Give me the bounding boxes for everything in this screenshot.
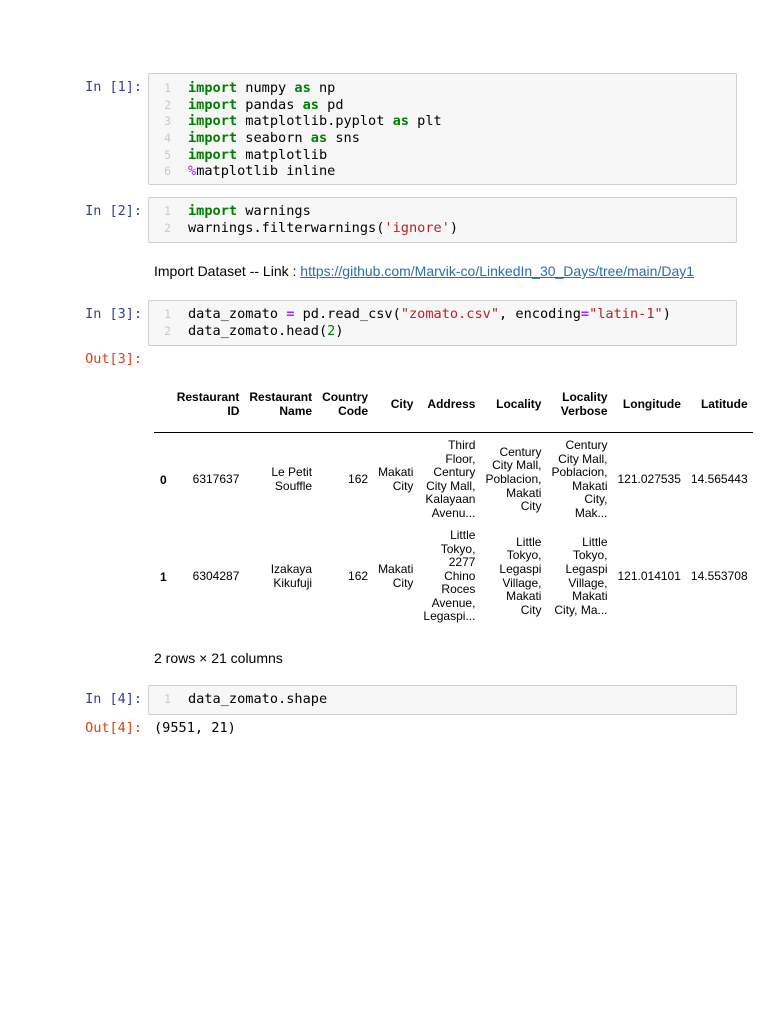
code-line: 6 %matplotlib inline	[164, 163, 336, 180]
column-header: City	[373, 376, 418, 433]
dataframe-table	[154, 376, 753, 627]
code-line: 2 import pandas as pd	[164, 96, 344, 113]
index-header	[154, 376, 172, 433]
code-line: 2 warnings.filterwarnings('ignore')	[164, 219, 459, 236]
column-header: Longitude	[613, 376, 686, 433]
table-cell: Izakaya Kikufuji	[270, 561, 313, 590]
code-line: 1 import numpy as np	[164, 80, 336, 96]
code-line: 2 data_zomato.head(2)	[164, 322, 344, 339]
code-line: 1 data_zomato = pd.read_csv("zomato.csv", encoding="latin-1")	[164, 306, 671, 322]
cell-3-prompt: In [3]:	[85, 306, 142, 322]
table-cell: 162	[348, 471, 369, 486]
dataframe-summary: 2 rows × 21 columns	[154, 650, 283, 666]
cell-1-prompt: In [1]:	[85, 79, 142, 95]
cell-3-out-prompt: Out[3]:	[85, 351, 142, 367]
table-cell: Le Petit Souffle	[271, 465, 313, 493]
table-cell: Little Tokyo, 2277 Chino Roces Avenue, Legaspi...	[423, 527, 476, 624]
table-cell: 121.014101	[617, 568, 681, 583]
table-cell: 6317637	[192, 471, 240, 486]
column-header: Restaurant Name	[244, 376, 317, 433]
table-cell: Little Tokyo, Legaspi Village, Makati City, Ma...	[554, 534, 608, 617]
table-cell: Century City Mall, Poblacion, Makati City, Mak...	[551, 437, 608, 520]
table-row	[154, 433, 753, 527]
code-line: 1 data_zomato.shape	[164, 691, 328, 707]
table-cell: Century City Mall, Poblacion, Makati City	[485, 444, 542, 514]
table-cell: 162	[348, 568, 369, 583]
table-cell: Makati City	[378, 465, 414, 493]
code-line: 5 import matplotlib	[164, 146, 328, 163]
table-row	[154, 527, 753, 627]
row-index: 0	[160, 472, 167, 487]
cell-4-code-editor[interactable]	[148, 685, 737, 715]
column-header: Locality Verbose	[546, 376, 612, 433]
row-index: 1	[160, 569, 167, 584]
column-header: Locality	[480, 376, 546, 433]
column-header: Address	[418, 376, 480, 433]
cell-4-out-prompt: Out[4]:	[85, 720, 142, 736]
dataset-link[interactable]: https://github.com/Marvik-co/LinkedIn_30_Days/tree/main/Day1	[300, 263, 695, 279]
table-cell: Makati City	[378, 561, 414, 590]
table-cell: 14.565443	[690, 471, 748, 486]
cell-4-output: (9551, 21)	[154, 720, 236, 736]
code-line: 3 import matplotlib.pyplot as plt	[164, 113, 442, 130]
table-cell: Little Tokyo, Legaspi Village, Makati City	[499, 534, 542, 617]
column-header: Restaurant ID	[172, 376, 245, 433]
column-header: Latitude	[686, 376, 753, 433]
code-line: 4 import seaborn as sns	[164, 130, 360, 147]
table-header-row	[154, 376, 753, 433]
code-line: 1 import warnings	[164, 203, 311, 219]
cell-2-prompt: In [2]:	[85, 203, 142, 219]
table-cell: Third Floor, Century City Mall, Kalayaan Avenu...	[425, 437, 476, 520]
column-header: Country Code	[317, 376, 373, 433]
cell-4-prompt: In [4]:	[85, 691, 142, 707]
table-cell: 121.027535	[617, 471, 681, 486]
markdown-prefix: Import Dataset -- Link :	[154, 263, 301, 279]
table-cell: 6304287	[192, 568, 240, 583]
table-cell: 14.553708	[690, 568, 748, 583]
